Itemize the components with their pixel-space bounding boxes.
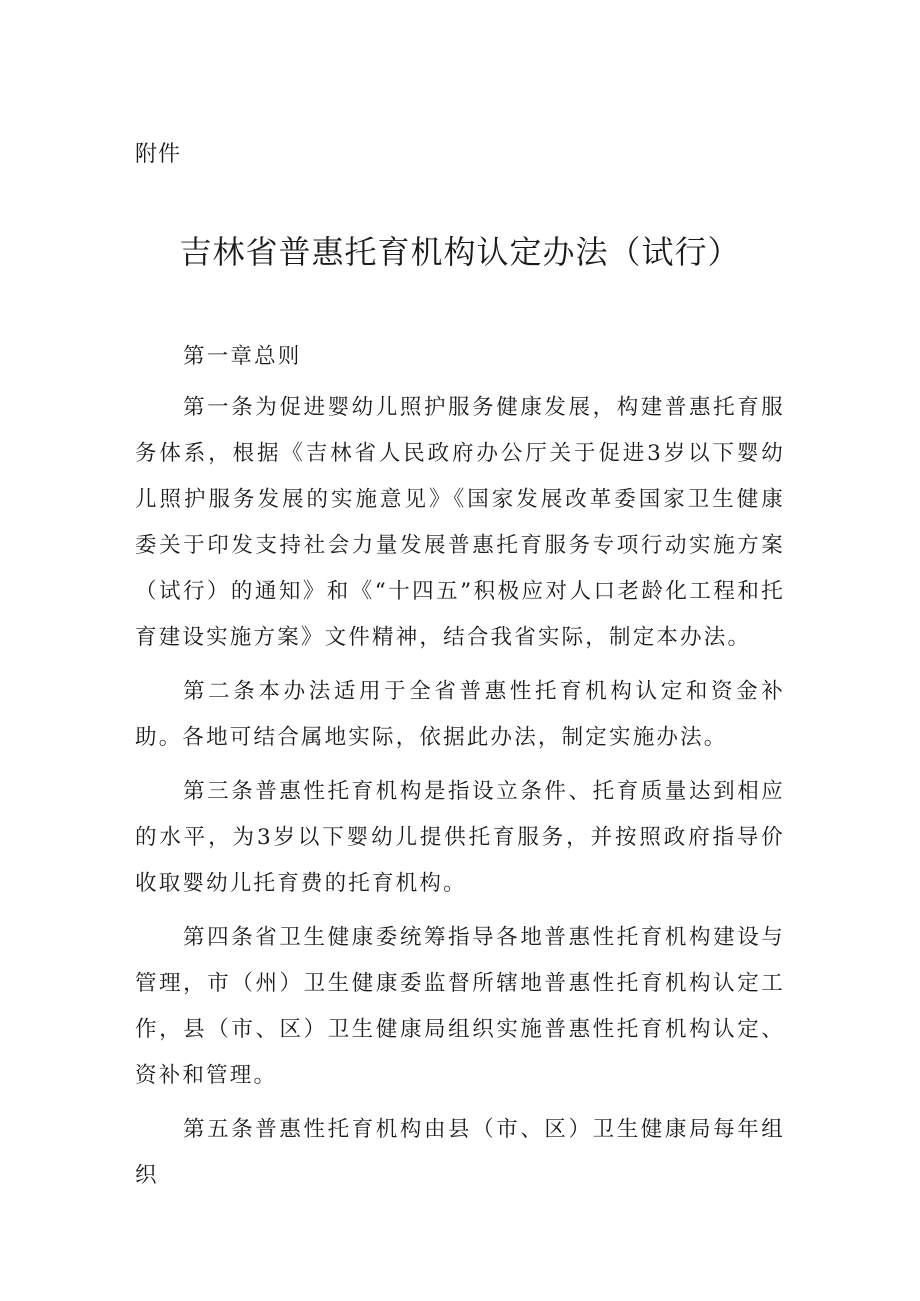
article-4-paragraph: 第四条省卫生健康委统筹指导各地普惠性托育机构建设与管理，市（州）卫生健康委监督所辖地普惠性托育机构认定工作，县（市、区）卫生健康局组织实施普惠性托育机构认定、资补和管理。: [135, 925, 785, 1088]
attachment-label: 附件: [135, 142, 182, 167]
document-body: [135, 337, 785, 1207]
article-5-paragraph: 第五条普惠性托育机构由县（市、区）卫生健康局每年组织: [135, 1117, 785, 1188]
article-3-paragraph: 第三条普惠性托育机构是指设立条件、托育质量达到相应的水平，为3岁以下婴幼儿提供托育服务，并按照政府指导价收取婴幼儿托育费的托育机构。: [135, 779, 785, 896]
chapter-heading: 第一章总则: [183, 344, 302, 369]
article-2-paragraph: 第二条本办法适用于全省普惠性托育机构认定和资金补助。各地可结合属地实际，依据此办法，制定实施办法。: [135, 679, 785, 750]
article-1-paragraph: 第一条为促进婴幼儿照护服务健康发展，构建普惠托育服务体系，根据《吉林省人民政府办公厅关于促进3岁以下婴幼儿照护服务发展的实施意见》《国家发展改革委国家卫生健康委关于印发支持社会力量发展普惠托育服务专项行动实施方案（试行）的通知》和《“十四五”积极应对人口老龄化工程和托育建设实施方案》文件精神，结合我省实际，制定本办法。: [135, 395, 785, 650]
document-title: 吉林省普惠托育机构认定办法（试行）: [179, 233, 741, 271]
